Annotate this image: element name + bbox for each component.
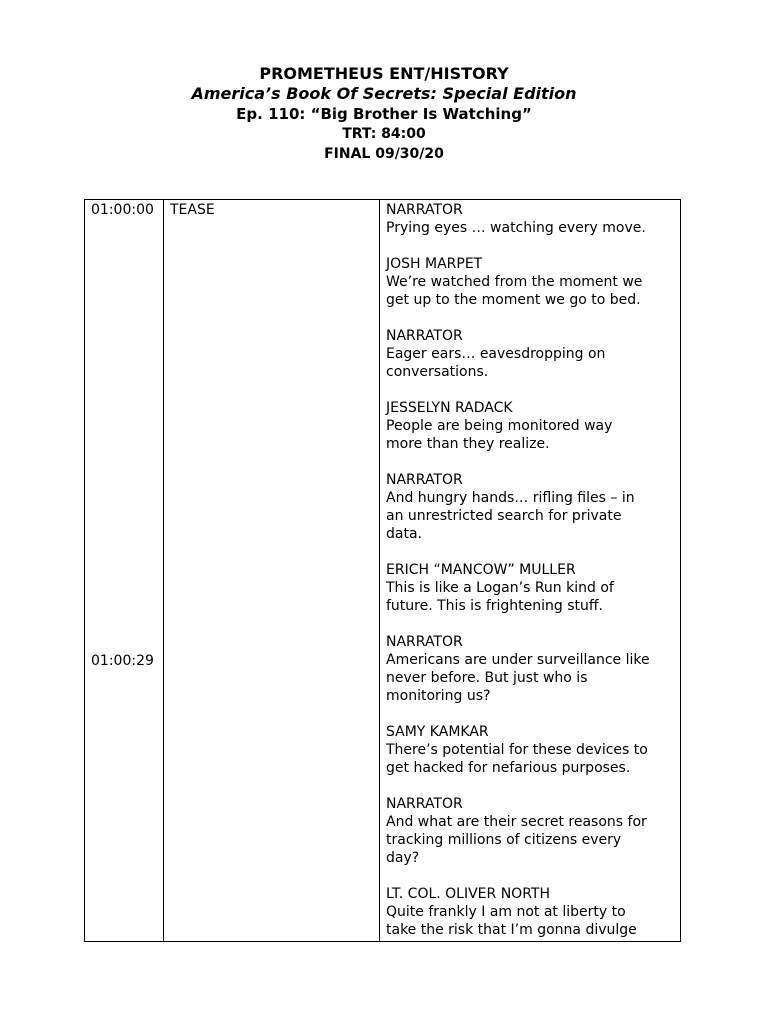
dialogue-line: We’re watched from the moment we — [386, 274, 643, 290]
speaker-name: NARRATOR — [386, 796, 463, 812]
speaker-name: JOSH MARPET — [386, 256, 483, 272]
column-divider-segment — [379, 200, 380, 941]
dialogue-column — [386, 201, 678, 939]
dialogue-block — [386, 399, 678, 453]
dialogue-line: Prying eyes … watching every move. — [386, 220, 646, 236]
dialogue-block — [386, 795, 678, 867]
dialogue-line: more than they realize. — [386, 436, 550, 452]
dialogue-block — [386, 561, 678, 615]
speaker-name: NARRATOR — [386, 472, 463, 488]
timecode-start: 01:00:00 — [91, 202, 154, 218]
episode-title: Ep. 110: “Big Brother Is Watching” — [236, 105, 532, 123]
dialogue-line: future. This is frightening stuff. — [386, 598, 603, 614]
dialogue-line: Eager ears… eavesdropping on — [386, 346, 606, 362]
dialogue-line: never before. But just who is — [386, 670, 588, 686]
speaker-name: NARRATOR — [386, 328, 463, 344]
dialogue-line: Quite frankly I am not at liberty to — [386, 904, 626, 920]
dialogue-line: And what are their secret reasons for — [386, 814, 647, 830]
dialogue-line: get hacked for nefarious purposes. — [386, 760, 631, 776]
dialogue-block — [386, 201, 678, 237]
column-divider-timecode — [163, 200, 164, 941]
dialogue-line: get up to the moment we go to bed. — [386, 292, 641, 308]
speaker-name: ERICH “MANCOW” MULLER — [386, 562, 576, 578]
dialogue-block — [386, 327, 678, 381]
dialogue-line: data. — [386, 526, 422, 542]
dialogue-line: There’s potential for these devices to — [386, 742, 648, 758]
series-title: America’s Book Of Secrets: Special Edition — [191, 84, 577, 103]
segment-label: TEASE — [170, 202, 215, 218]
speaker-name: NARRATOR — [386, 202, 463, 218]
dialogue-block — [386, 723, 678, 777]
dialogue-line: day? — [386, 850, 420, 866]
script-header — [0, 64, 768, 164]
speaker-name: LT. COL. OLIVER NORTH — [386, 886, 550, 902]
dialogue-line: tracking millions of citizens every — [386, 832, 622, 848]
dialogue-block — [386, 255, 678, 309]
speaker-name: NARRATOR — [386, 634, 463, 650]
dialogue-line: People are being monitored way — [386, 418, 613, 434]
dialogue-line: monitoring us? — [386, 688, 491, 704]
dialogue-line: take the risk that I’m gonna divulge — [386, 922, 637, 938]
dialogue-block — [386, 885, 678, 939]
final-date: FINAL 09/30/20 — [324, 146, 444, 162]
dialogue-line: an unrestricted search for private — [386, 508, 622, 524]
running-time: TRT: 84:00 — [342, 126, 426, 142]
dialogue-line: And hungry hands… rifling files – in — [386, 490, 635, 506]
dialogue-line: conversations. — [386, 364, 489, 380]
dialogue-line: This is like a Logan’s Run kind of — [386, 580, 614, 596]
dialogue-line: Americans are under surveillance like — [386, 652, 650, 668]
company-title: PROMETHEUS ENT/HISTORY — [259, 64, 509, 83]
speaker-name: SAMY KAMKAR — [386, 724, 489, 740]
dialogue-block — [386, 633, 678, 705]
script-table — [84, 199, 681, 942]
timecode-second: 01:00:29 — [91, 653, 154, 669]
speaker-name: JESSELYN RADACK — [386, 400, 513, 416]
dialogue-block — [386, 471, 678, 543]
